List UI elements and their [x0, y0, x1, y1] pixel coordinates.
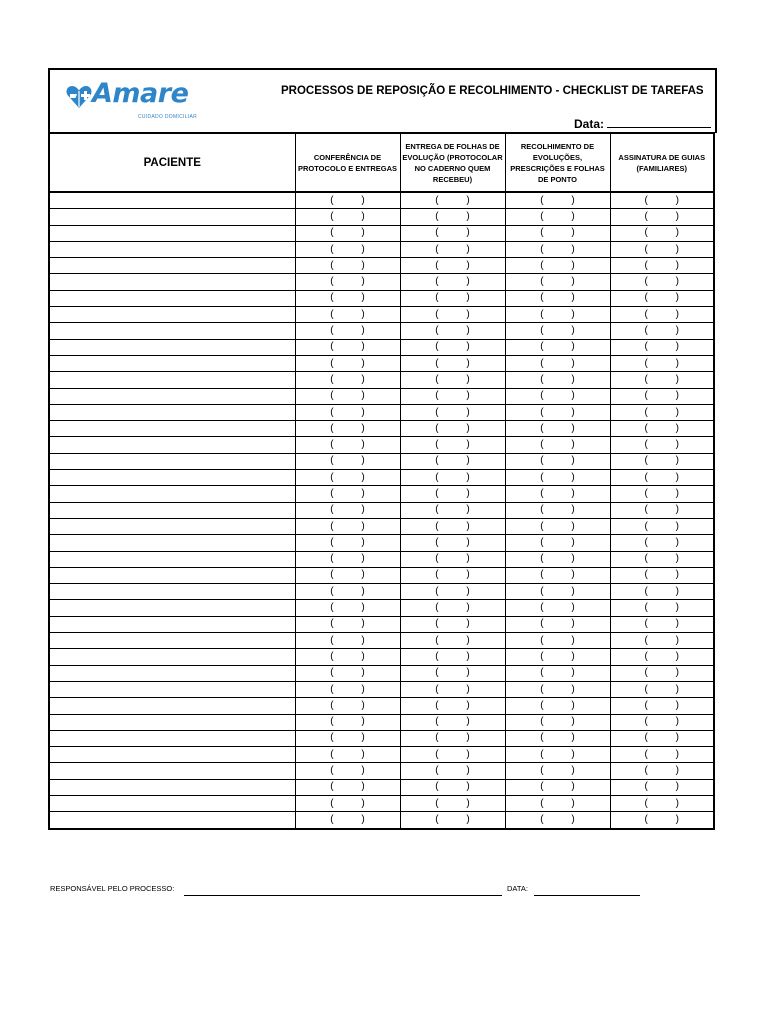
signature-checkbox[interactable]: ( )	[610, 665, 714, 681]
patient-cell[interactable]	[49, 225, 295, 241]
evolution-checkbox[interactable]: ( )	[400, 192, 505, 209]
evolution-checkbox[interactable]: ( )	[400, 241, 505, 257]
table-row	[49, 209, 714, 225]
patient-cell[interactable]	[49, 470, 295, 486]
table-row	[49, 388, 714, 404]
signature-checkbox[interactable]: ( )	[610, 421, 714, 437]
signature-checkbox[interactable]: ( )	[610, 274, 714, 290]
table-row	[49, 600, 714, 616]
patient-cell[interactable]	[49, 486, 295, 502]
protocol-checkbox[interactable]: ( )	[295, 225, 400, 241]
signature-checkbox[interactable]: ( )	[610, 681, 714, 697]
evolution-checkbox[interactable]: ( )	[400, 274, 505, 290]
patient-cell[interactable]	[49, 404, 295, 420]
date-field[interactable]	[607, 116, 711, 128]
patient-cell[interactable]	[49, 323, 295, 339]
collection-checkbox[interactable]: ( )	[505, 551, 610, 567]
protocol-checkbox[interactable]: ( )	[295, 339, 400, 355]
patient-cell[interactable]	[49, 274, 295, 290]
table-row	[49, 763, 714, 779]
protocol-checkbox[interactable]: ( )	[295, 763, 400, 779]
column-header-patient: PACIENTE	[49, 134, 295, 193]
table-row	[49, 551, 714, 567]
collection-checkbox[interactable]: ( )	[505, 372, 610, 388]
collection-checkbox[interactable]: ( )	[505, 616, 610, 632]
signature-checkbox[interactable]: ( )	[610, 486, 714, 502]
signature-checkbox[interactable]: ( )	[610, 518, 714, 534]
patient-cell[interactable]	[49, 567, 295, 583]
collection-checkbox[interactable]: ( )	[505, 323, 610, 339]
signature-checkbox[interactable]: ( )	[610, 241, 714, 257]
protocol-checkbox[interactable]: ( )	[295, 355, 400, 371]
collection-checkbox[interactable]: ( )	[505, 307, 610, 323]
table-row	[49, 274, 714, 290]
evolution-checkbox[interactable]: ( )	[400, 518, 505, 534]
evolution-checkbox[interactable]: ( )	[400, 551, 505, 567]
signature-checkbox[interactable]: ( )	[610, 225, 714, 241]
patient-cell[interactable]	[49, 779, 295, 795]
document-title: PROCESSOS DE REPOSIÇÃO E RECOLHIMENTO - CHECKLIST DE TAREFAS	[281, 85, 704, 97]
protocol-checkbox[interactable]: ( )	[295, 567, 400, 583]
evolution-checkbox[interactable]: ( )	[400, 470, 505, 486]
protocol-checkbox[interactable]: ( )	[295, 274, 400, 290]
signature-checkbox[interactable]: ( )	[610, 730, 714, 746]
patient-cell[interactable]	[49, 730, 295, 746]
signature-checkbox[interactable]: ( )	[610, 763, 714, 779]
patient-cell[interactable]	[49, 714, 295, 730]
protocol-checkbox[interactable]: ( )	[295, 518, 400, 534]
protocol-checkbox[interactable]: ( )	[295, 421, 400, 437]
protocol-checkbox[interactable]: ( )	[295, 453, 400, 469]
protocol-checkbox[interactable]: ( )	[295, 747, 400, 763]
evolution-checkbox[interactable]: ( )	[400, 730, 505, 746]
patient-cell[interactable]	[49, 502, 295, 518]
table-row	[49, 518, 714, 534]
table-row	[49, 323, 714, 339]
column-header-collection: RECOLHIMENTO DE EVOLUÇÕES, PRESCRIÇÕES E FOLHAS DE PONTO	[505, 134, 610, 193]
signature-checkbox[interactable]: ( )	[610, 812, 714, 829]
evolution-checkbox[interactable]: ( )	[400, 404, 505, 420]
table-row	[49, 372, 714, 388]
protocol-checkbox[interactable]: ( )	[295, 192, 400, 209]
evolution-checkbox[interactable]: ( )	[400, 535, 505, 551]
collection-checkbox[interactable]: ( )	[505, 730, 610, 746]
protocol-checkbox[interactable]: ( )	[295, 665, 400, 681]
evolution-checkbox[interactable]: ( )	[400, 225, 505, 241]
patient-cell[interactable]	[49, 551, 295, 567]
signature-checkbox[interactable]: ( )	[610, 192, 714, 209]
protocol-checkbox[interactable]: ( )	[295, 307, 400, 323]
collection-checkbox[interactable]: ( )	[505, 665, 610, 681]
evolution-checkbox[interactable]: ( )	[400, 698, 505, 714]
signature-checkbox[interactable]: ( )	[610, 339, 714, 355]
collection-checkbox[interactable]: ( )	[505, 355, 610, 371]
protocol-checkbox[interactable]: ( )	[295, 633, 400, 649]
table-row	[49, 584, 714, 600]
amare-logo	[66, 78, 206, 122]
column-header-protocol: CONFERÊNCIA DE PROTOCOLO E ENTREGAS	[295, 134, 400, 193]
signature-checkbox[interactable]: ( )	[610, 747, 714, 763]
footer-date-field[interactable]	[534, 895, 640, 896]
table-row	[49, 502, 714, 518]
patient-cell[interactable]	[49, 290, 295, 306]
checklist-table	[48, 133, 715, 830]
patient-cell[interactable]	[49, 355, 295, 371]
protocol-checkbox[interactable]: ( )	[295, 372, 400, 388]
evolution-checkbox[interactable]: ( )	[400, 747, 505, 763]
table-row	[49, 404, 714, 420]
patient-cell[interactable]	[49, 192, 295, 209]
date-label: Data:	[573, 117, 604, 131]
table-row	[49, 649, 714, 665]
collection-checkbox[interactable]: ( )	[505, 535, 610, 551]
protocol-checkbox[interactable]: ( )	[295, 812, 400, 829]
patient-cell[interactable]	[49, 763, 295, 779]
collection-checkbox[interactable]: ( )	[505, 518, 610, 534]
collection-checkbox[interactable]: ( )	[505, 779, 610, 795]
column-header-evolution-delivery: ENTREGA DE FOLHAS DE EVOLUÇÃO (PROTOCOLAR NO CADERNO QUEM RECEBEU)	[400, 134, 505, 193]
evolution-checkbox[interactable]: ( )	[400, 812, 505, 829]
table-row	[49, 812, 714, 829]
protocol-checkbox[interactable]: ( )	[295, 584, 400, 600]
signature-checkbox[interactable]: ( )	[610, 600, 714, 616]
patient-cell[interactable]	[49, 372, 295, 388]
footer-date-label: DATA:	[507, 884, 528, 893]
signature-checkbox[interactable]: ( )	[610, 633, 714, 649]
table-row	[49, 339, 714, 355]
patient-cell[interactable]	[49, 633, 295, 649]
signature-checkbox[interactable]: ( )	[610, 258, 714, 274]
table-row	[49, 453, 714, 469]
collection-checkbox[interactable]: ( )	[505, 470, 610, 486]
signature-checkbox[interactable]: ( )	[610, 698, 714, 714]
evolution-checkbox[interactable]: ( )	[400, 795, 505, 811]
table-row	[49, 698, 714, 714]
patient-cell[interactable]	[49, 339, 295, 355]
table-row	[49, 355, 714, 371]
table-row	[49, 486, 714, 502]
collection-checkbox[interactable]: ( )	[505, 258, 610, 274]
patient-cell[interactable]	[49, 600, 295, 616]
signature-checkbox[interactable]: ( )	[610, 502, 714, 518]
protocol-checkbox[interactable]: ( )	[295, 600, 400, 616]
signature-checkbox[interactable]: ( )	[610, 437, 714, 453]
patient-cell[interactable]	[49, 437, 295, 453]
collection-checkbox[interactable]: ( )	[505, 453, 610, 469]
signature-checkbox[interactable]: ( )	[610, 616, 714, 632]
protocol-checkbox[interactable]: ( )	[295, 209, 400, 225]
signature-checkbox[interactable]: ( )	[610, 779, 714, 795]
patient-cell[interactable]	[49, 258, 295, 274]
evolution-checkbox[interactable]: ( )	[400, 665, 505, 681]
patient-cell[interactable]	[49, 616, 295, 632]
signature-checkbox[interactable]: ( )	[610, 714, 714, 730]
collection-checkbox[interactable]: ( )	[505, 795, 610, 811]
table-row	[49, 714, 714, 730]
signature-checkbox[interactable]: ( )	[610, 355, 714, 371]
protocol-checkbox[interactable]: ( )	[295, 551, 400, 567]
patient-cell[interactable]	[49, 812, 295, 829]
collection-checkbox[interactable]: ( )	[505, 339, 610, 355]
logo-wordmark: Amare	[92, 78, 189, 109]
evolution-checkbox[interactable]: ( )	[400, 355, 505, 371]
signature-checkbox[interactable]: ( )	[610, 372, 714, 388]
table-row	[49, 437, 714, 453]
patient-cell[interactable]	[49, 698, 295, 714]
collection-checkbox[interactable]: ( )	[505, 584, 610, 600]
evolution-checkbox[interactable]: ( )	[400, 339, 505, 355]
table-row	[49, 730, 714, 746]
evolution-checkbox[interactable]: ( )	[400, 258, 505, 274]
evolution-checkbox[interactable]: ( )	[400, 600, 505, 616]
protocol-checkbox[interactable]: ( )	[295, 649, 400, 665]
table-header-row	[49, 134, 714, 193]
collection-checkbox[interactable]: ( )	[505, 209, 610, 225]
signature-checkbox[interactable]: ( )	[610, 649, 714, 665]
patient-cell[interactable]	[49, 584, 295, 600]
column-header-signature: ASSINATURA DE GUIAS (FAMILIARES)	[610, 134, 714, 193]
table-row	[49, 470, 714, 486]
signature-checkbox[interactable]: ( )	[610, 535, 714, 551]
table-body	[49, 192, 714, 829]
signature-checkbox[interactable]: ( )	[610, 209, 714, 225]
patient-cell[interactable]	[49, 665, 295, 681]
evolution-checkbox[interactable]: ( )	[400, 388, 505, 404]
protocol-checkbox[interactable]: ( )	[295, 616, 400, 632]
table-row	[49, 290, 714, 306]
collection-checkbox[interactable]: ( )	[505, 486, 610, 502]
signature-checkbox[interactable]: ( )	[610, 584, 714, 600]
patient-cell[interactable]	[49, 209, 295, 225]
patient-cell[interactable]	[49, 421, 295, 437]
collection-checkbox[interactable]: ( )	[505, 763, 610, 779]
protocol-checkbox[interactable]: ( )	[295, 290, 400, 306]
collection-checkbox[interactable]: ( )	[505, 388, 610, 404]
evolution-checkbox[interactable]: ( )	[400, 681, 505, 697]
collection-checkbox[interactable]: ( )	[505, 437, 610, 453]
signature-checkbox[interactable]: ( )	[610, 795, 714, 811]
table-row	[49, 616, 714, 632]
evolution-checkbox[interactable]: ( )	[400, 437, 505, 453]
logo-subtitle: CUIDADO DOMICILIAR	[138, 114, 198, 120]
collection-checkbox[interactable]: ( )	[505, 681, 610, 697]
collection-checkbox[interactable]: ( )	[505, 192, 610, 209]
table-row	[49, 535, 714, 551]
protocol-checkbox[interactable]: ( )	[295, 323, 400, 339]
patient-cell[interactable]	[49, 453, 295, 469]
table-row	[49, 258, 714, 274]
patient-cell[interactable]	[49, 681, 295, 697]
collection-checkbox[interactable]: ( )	[505, 812, 610, 829]
table-row	[49, 747, 714, 763]
signature-checkbox[interactable]: ( )	[610, 307, 714, 323]
collection-checkbox[interactable]: ( )	[505, 290, 610, 306]
patient-cell[interactable]	[49, 535, 295, 551]
evolution-checkbox[interactable]: ( )	[400, 584, 505, 600]
evolution-checkbox[interactable]: ( )	[400, 486, 505, 502]
evolution-checkbox[interactable]: ( )	[400, 779, 505, 795]
patient-cell[interactable]	[49, 795, 295, 811]
evolution-checkbox[interactable]: ( )	[400, 633, 505, 649]
protocol-checkbox[interactable]: ( )	[295, 241, 400, 257]
patient-cell[interactable]	[49, 241, 295, 257]
collection-checkbox[interactable]: ( )	[505, 225, 610, 241]
protocol-checkbox[interactable]: ( )	[295, 535, 400, 551]
responsible-field[interactable]	[184, 895, 502, 896]
evolution-checkbox[interactable]: ( )	[400, 372, 505, 388]
evolution-checkbox[interactable]: ( )	[400, 567, 505, 583]
patient-cell[interactable]	[49, 307, 295, 323]
collection-checkbox[interactable]: ( )	[505, 649, 610, 665]
patient-cell[interactable]	[49, 649, 295, 665]
checklist-sheet	[48, 68, 715, 830]
evolution-checkbox[interactable]: ( )	[400, 649, 505, 665]
protocol-checkbox[interactable]: ( )	[295, 470, 400, 486]
signature-checkbox[interactable]: ( )	[610, 551, 714, 567]
evolution-checkbox[interactable]: ( )	[400, 763, 505, 779]
patient-cell[interactable]	[49, 388, 295, 404]
collection-checkbox[interactable]: ( )	[505, 502, 610, 518]
evolution-checkbox[interactable]: ( )	[400, 502, 505, 518]
collection-checkbox[interactable]: ( )	[505, 404, 610, 420]
heart-icon	[66, 85, 92, 109]
signature-checkbox[interactable]: ( )	[610, 290, 714, 306]
evolution-checkbox[interactable]: ( )	[400, 616, 505, 632]
protocol-checkbox[interactable]: ( )	[295, 714, 400, 730]
signature-checkbox[interactable]: ( )	[610, 404, 714, 420]
evolution-checkbox[interactable]: ( )	[400, 209, 505, 225]
responsible-label: RESPONSÁVEL PELO PROCESSO:	[50, 884, 175, 893]
collection-checkbox[interactable]: ( )	[505, 274, 610, 290]
collection-checkbox[interactable]: ( )	[505, 241, 610, 257]
signature-checkbox[interactable]: ( )	[610, 567, 714, 583]
table-row	[49, 421, 714, 437]
collection-checkbox[interactable]: ( )	[505, 633, 610, 649]
protocol-checkbox[interactable]: ( )	[295, 486, 400, 502]
table-row	[49, 779, 714, 795]
header-box	[48, 68, 717, 133]
evolution-checkbox[interactable]: ( )	[400, 453, 505, 469]
protocol-checkbox[interactable]: ( )	[295, 681, 400, 697]
protocol-checkbox[interactable]: ( )	[295, 795, 400, 811]
table-row	[49, 307, 714, 323]
table-row	[49, 241, 714, 257]
protocol-checkbox[interactable]: ( )	[295, 698, 400, 714]
evolution-checkbox[interactable]: ( )	[400, 307, 505, 323]
table-row	[49, 225, 714, 241]
signature-checkbox[interactable]: ( )	[610, 470, 714, 486]
signature-checkbox[interactable]: ( )	[610, 388, 714, 404]
collection-checkbox[interactable]: ( )	[505, 747, 610, 763]
table-row	[49, 665, 714, 681]
protocol-checkbox[interactable]: ( )	[295, 258, 400, 274]
signature-checkbox[interactable]: ( )	[610, 453, 714, 469]
protocol-checkbox[interactable]: ( )	[295, 502, 400, 518]
collection-checkbox[interactable]: ( )	[505, 714, 610, 730]
protocol-checkbox[interactable]: ( )	[295, 388, 400, 404]
signature-checkbox[interactable]: ( )	[610, 323, 714, 339]
table-row	[49, 633, 714, 649]
protocol-checkbox[interactable]: ( )	[295, 779, 400, 795]
table-row	[49, 192, 714, 209]
table-row	[49, 567, 714, 583]
header-date	[574, 116, 711, 131]
protocol-checkbox[interactable]: ( )	[295, 404, 400, 420]
evolution-checkbox[interactable]: ( )	[400, 421, 505, 437]
protocol-checkbox[interactable]: ( )	[295, 437, 400, 453]
table-row	[49, 795, 714, 811]
patient-cell[interactable]	[49, 518, 295, 534]
protocol-checkbox[interactable]: ( )	[295, 730, 400, 746]
collection-checkbox[interactable]: ( )	[505, 421, 610, 437]
collection-checkbox[interactable]: ( )	[505, 600, 610, 616]
evolution-checkbox[interactable]: ( )	[400, 714, 505, 730]
collection-checkbox[interactable]: ( )	[505, 698, 610, 714]
evolution-checkbox[interactable]: ( )	[400, 323, 505, 339]
patient-cell[interactable]	[49, 747, 295, 763]
evolution-checkbox[interactable]: ( )	[400, 290, 505, 306]
table-row	[49, 681, 714, 697]
collection-checkbox[interactable]: ( )	[505, 567, 610, 583]
